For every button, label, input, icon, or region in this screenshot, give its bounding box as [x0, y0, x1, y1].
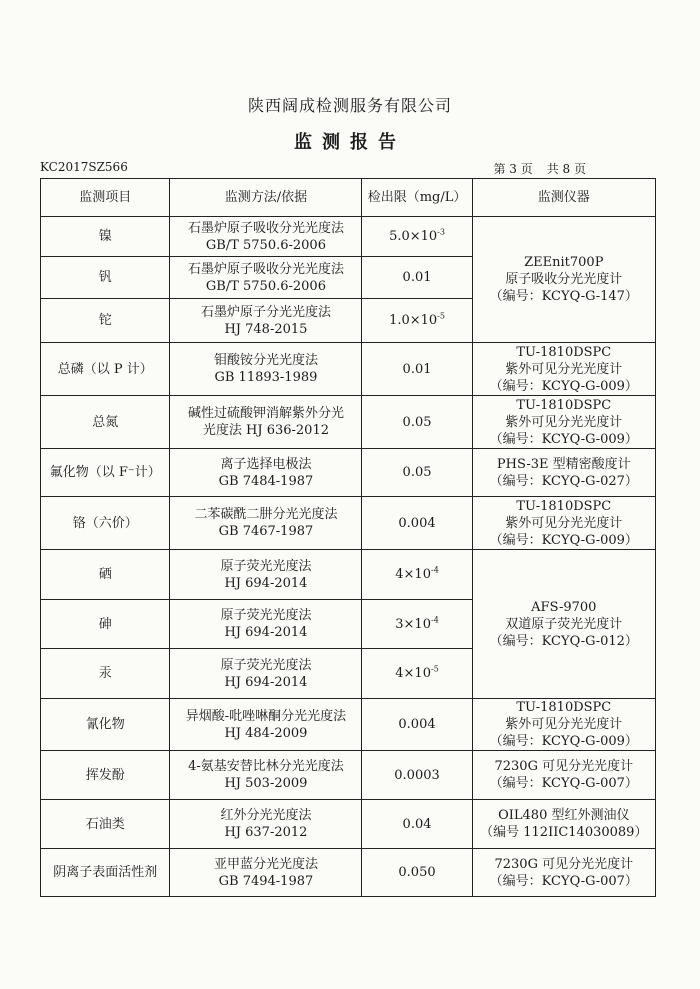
- item-cell: 镍: [41, 217, 170, 257]
- limit-cell: [362, 849, 472, 897]
- method-name: 碱性过硫酸钾消解紫外分光: [187, 406, 344, 421]
- table-row: [41, 343, 656, 396]
- instrument-id: （编号：KCYQ-G-009）: [489, 532, 638, 548]
- item-cell: 总磷（以 P 计）: [41, 343, 170, 396]
- table-row: [41, 497, 656, 550]
- instrument-cell: [472, 751, 655, 800]
- limit-value: 0.01: [402, 361, 432, 377]
- method-cell: [170, 699, 362, 751]
- method-cell: [170, 751, 362, 800]
- table-row: [41, 396, 656, 449]
- method-cell: [170, 449, 362, 497]
- company-name: 陕西阔成检测服务有限公司: [247, 96, 452, 115]
- item-cell: 铬（六价）: [41, 497, 170, 550]
- page-total: 共 8 页: [546, 162, 586, 176]
- table-row: [41, 849, 656, 897]
- method-standard: GB 11893-1989: [214, 370, 318, 385]
- instrument-type: 双道原子荧光光度计: [505, 616, 623, 632]
- monitoring-table: [40, 178, 656, 897]
- limit-value: 0.04: [402, 816, 432, 832]
- item-cell: 汞: [41, 649, 170, 699]
- instrument-model: OIL480 型红外测油仪: [498, 808, 630, 823]
- item-cell: 氟化物（以 F⁻计）: [41, 449, 170, 497]
- limit-cell: [362, 396, 472, 449]
- method-cell: [170, 600, 362, 649]
- instrument-cell: [472, 849, 655, 897]
- page-indicator: [493, 160, 656, 177]
- limit-exponent: -5: [430, 664, 439, 674]
- method-standard: GB 7467-1987: [218, 524, 314, 539]
- table-row: [41, 699, 656, 751]
- instrument-cell: [472, 396, 655, 449]
- limit-value: 0.05: [402, 465, 432, 480]
- instrument-type: 紫外可见分光光度计: [505, 515, 623, 531]
- instrument-type: 原子吸收分光光度计: [505, 272, 623, 287]
- method-standard: GB/T 5750.6-2006: [205, 237, 326, 253]
- method-standard: HJ 503-2009: [224, 776, 308, 791]
- limit-value: 5.0×10: [389, 229, 438, 244]
- method-name: 异烟酸-吡唑啉酮分光光度法: [185, 708, 347, 724]
- instrument-model: PHS-3E 型精密酸度计: [496, 456, 631, 472]
- instrument-model: TU-1810DSPC: [516, 498, 612, 514]
- limit-cell: [362, 600, 472, 649]
- method-cell: [170, 800, 362, 849]
- limit-value: 0.004: [398, 515, 436, 531]
- method-cell: [170, 257, 362, 299]
- method-name: 石墨炉原子分光光度法: [200, 304, 331, 320]
- limit-cell: [362, 299, 472, 343]
- method-cell: [170, 396, 362, 449]
- method-standard: HJ 694-2014: [224, 625, 308, 640]
- limit-exponent: -5: [437, 311, 445, 321]
- item-cell: 硒: [41, 550, 170, 600]
- item-cell: 挥发酚: [41, 751, 170, 800]
- instrument-model: AFS-9700: [531, 599, 597, 615]
- item-cell: 总氮: [41, 396, 170, 449]
- item-cell: 阴离子表面活性剂: [41, 849, 170, 897]
- report-meta: [40, 160, 656, 177]
- method-standard: HJ 694-2014: [224, 575, 308, 591]
- item-cell: 砷: [41, 600, 170, 649]
- instrument-model: ZEEnit700P: [524, 255, 604, 270]
- instrument-id: （编号：KCYQ-G-012）: [489, 633, 638, 649]
- instrument-id: （编号：KCYQ-G-009）: [489, 734, 638, 749]
- limit-cell: [362, 497, 472, 550]
- item-cell: 钒: [41, 257, 170, 299]
- limit-cell: [362, 699, 472, 751]
- table-row: [41, 449, 656, 497]
- method-standard: HJ 637-2012: [224, 825, 308, 840]
- limit-value: 1.0×10: [389, 313, 438, 328]
- instrument-id: （编号：KCYQ-G-027）: [489, 473, 638, 489]
- method-cell: [170, 649, 362, 699]
- method-standard: HJ 748-2015: [224, 321, 308, 337]
- method-name: 亚甲蓝分光光度法: [213, 856, 318, 872]
- instrument-cell: [472, 217, 655, 343]
- method-name: 原子荧光光度法: [220, 657, 312, 673]
- method-standard: GB 7494-1987: [218, 873, 314, 889]
- method-standard: GB/T 5750.6-2006: [205, 278, 326, 294]
- limit-value: 0.05: [402, 414, 432, 430]
- instrument-id: （编号：KCYQ-G-009）: [489, 378, 638, 394]
- limit-value: 0.004: [398, 717, 436, 732]
- limit-exponent: -4: [430, 565, 439, 575]
- limit-value: 4×10: [395, 567, 431, 582]
- method-name: 原子荧光光度法: [220, 558, 312, 574]
- limit-cell: [362, 343, 472, 396]
- instrument-model: TU-1810DSPC: [516, 397, 612, 413]
- instrument-type: 紫外可见分光光度计: [505, 414, 623, 430]
- instrument-model: TU-1810DSPC: [516, 344, 612, 360]
- instrument-cell: [472, 449, 655, 497]
- limit-exponent: -4: [430, 615, 439, 625]
- method-name: 4-氨基安替比林分光光度法: [188, 759, 344, 774]
- table-row: [41, 217, 656, 257]
- instrument-model: 7230G 可见分光光度计: [494, 759, 634, 774]
- method-name: 石墨炉原子吸收分光光度法: [187, 220, 344, 236]
- method-cell: [170, 497, 362, 550]
- method-cell: [170, 849, 362, 897]
- limit-value: 3×10: [395, 616, 431, 632]
- report-title: 监测报告: [294, 132, 406, 153]
- instrument-id: （编号：KCYQ-G-009）: [489, 431, 638, 447]
- instrument-cell: [472, 343, 655, 396]
- instrument-cell: [472, 497, 655, 550]
- item-cell: 石油类: [41, 800, 170, 849]
- limit-cell: [362, 217, 472, 257]
- limit-value: 0.0003: [394, 767, 440, 783]
- instrument-id: （编号 112IIC14030089）: [480, 825, 648, 840]
- limit-exponent: -3: [437, 227, 445, 237]
- instrument-cell: [472, 800, 655, 849]
- method-standard: HJ 694-2014: [224, 674, 308, 690]
- header-instrument: 监测仪器: [472, 179, 655, 217]
- instrument-type: 紫外可见分光光度计: [505, 717, 623, 732]
- table-row: [41, 800, 656, 849]
- method-standard: GB 7484-1987: [218, 473, 314, 489]
- table-header-row: [41, 179, 656, 217]
- method-name: 二苯碳酰二肼分光光度法: [194, 507, 338, 522]
- item-cell: 氰化物: [41, 699, 170, 751]
- method-cell: [170, 550, 362, 600]
- limit-cell: [362, 550, 472, 600]
- method-name: 钼酸铵分光光度法: [213, 353, 318, 368]
- instrument-cell: [472, 699, 655, 751]
- instrument-id: （编号：KCYQ-G-007）: [489, 873, 638, 889]
- limit-cell: [362, 800, 472, 849]
- method-cell: [170, 299, 362, 343]
- instrument-cell: [472, 550, 655, 699]
- limit-value: 4×10: [395, 666, 431, 681]
- header-item: 监测项目: [41, 179, 170, 217]
- table-row: [41, 550, 656, 600]
- header-method: 监测方法/依据: [170, 179, 362, 217]
- instrument-id: （编号：KCYQ-G-147）: [489, 289, 638, 304]
- method-cell: [170, 217, 362, 257]
- limit-cell: [362, 449, 472, 497]
- method-name: 原子荧光光度法: [220, 608, 312, 623]
- method-name: 离子选择电极法: [220, 456, 312, 472]
- method-name: 石墨炉原子吸收分光光度法: [187, 261, 344, 277]
- limit-cell: [362, 649, 472, 699]
- instrument-model: TU-1810DSPC: [516, 700, 612, 715]
- method-standard: HJ 484-2009: [224, 725, 308, 741]
- header-limit: 检出限（mg/L）: [362, 179, 472, 217]
- method-cell: [170, 343, 362, 396]
- instrument-type: 紫外可见分光光度计: [505, 361, 623, 377]
- report-number: KC2017SZ566: [40, 160, 128, 174]
- limit-value: 0.01: [402, 270, 432, 285]
- instrument-id: （编号：KCYQ-G-007）: [489, 776, 638, 791]
- limit-value: 0.050: [398, 865, 436, 880]
- limit-cell: [362, 257, 472, 299]
- method-standard: 光度法 HJ 636-2012: [202, 423, 329, 438]
- page-number: 第 3 页: [493, 162, 533, 176]
- method-name: 红外分光光度法: [220, 808, 312, 823]
- item-cell: 铊: [41, 299, 170, 343]
- limit-cell: [362, 751, 472, 800]
- instrument-model: 7230G 可见分光光度计: [494, 856, 634, 872]
- table-row: [41, 751, 656, 800]
